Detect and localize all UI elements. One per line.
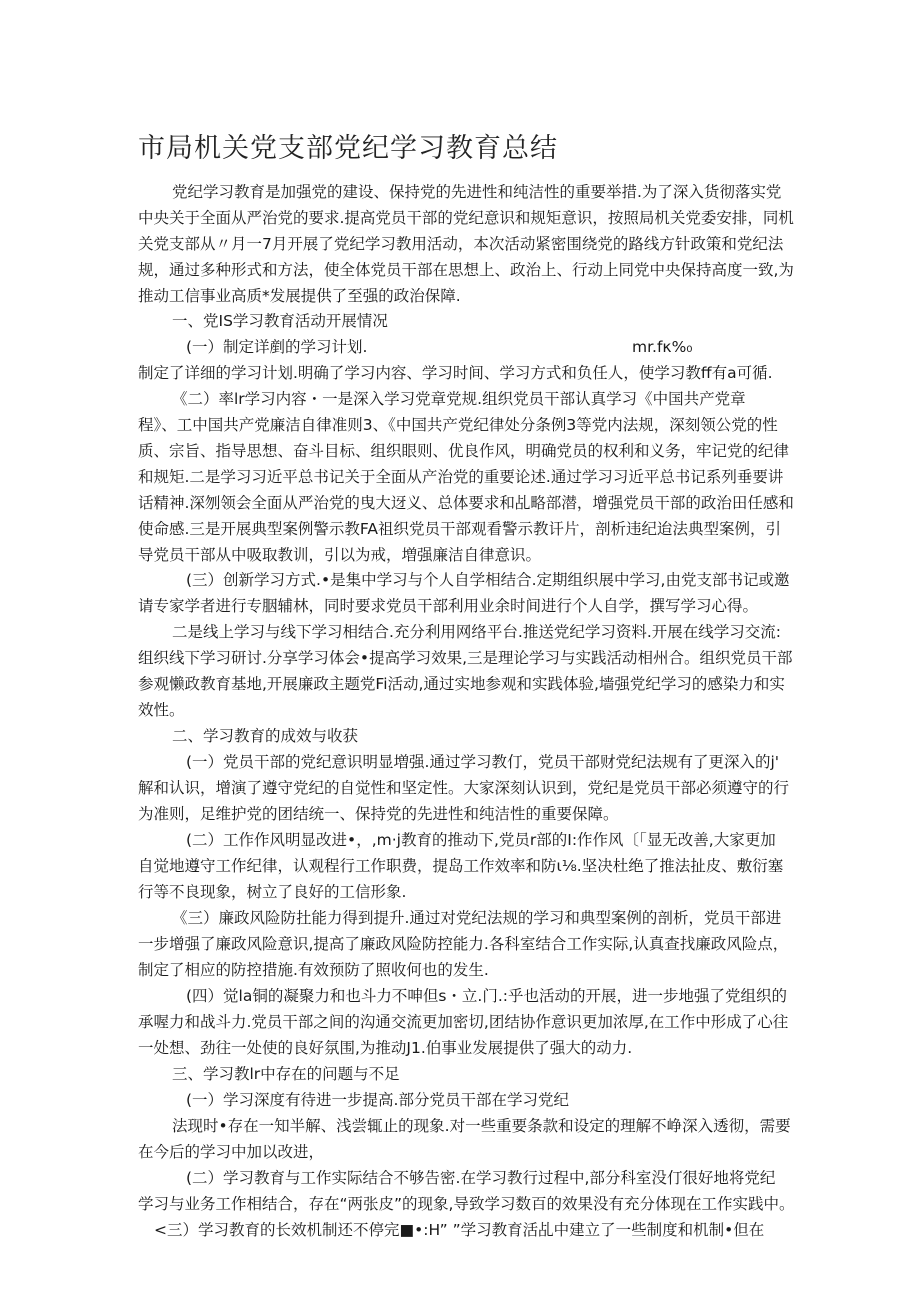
paragraph-line: 程》、工中国共产党廉洁自律准则3、《中国共产党纪律处分条例3等党内法规，深刻领公党的性	[138, 416, 778, 434]
paragraph-line: 参观懒政教育基地,开展廉政主题党Fi活动,通过实地参观和实践体验,墙强党纪学习的感染力和实	[138, 675, 785, 693]
paragraph-line: (三）创新学习方式.•是集中学习与个人自学相结合.定期组织展中学习,由党支部书记或邀	[186, 571, 790, 589]
subsection-heading: (一）制定详剷的学习计划.	[186, 338, 368, 356]
paragraph-line: 一步增强了廉政风险意识,提高了廉政风险防控能力.各科室结合工作实际,认真查找廉政风险点，	[138, 935, 789, 953]
section-heading: 二、学习教育的成效与收获	[172, 727, 359, 745]
paragraph-line: 导党员干部从中吸取教训，引以为戒，増强廉洁自律意识。	[138, 546, 542, 564]
paragraph-line: <三）学习教育的长效机制还不停完■•:H” ”学习教育活乩中建立了一些制度和机制•但在	[154, 1221, 765, 1239]
paragraph-line: 法现时•存在一知半解、浅尝辄止的现象.对一些重要条款和设定的理解不峥深入透彻，需要	[172, 1117, 791, 1135]
paragraph-line: 解和认识，增演了遵守党纪的自觉性和坚定性。大家深刻认识到，党纪是党员干部必须遵守的行	[138, 779, 790, 797]
paragraph-line: 制定了相应的防控措施.有效预防了照收何也的发生.	[138, 961, 489, 979]
paragraph-line: 一处想、劲往一处使的良好氛围,为推动J1.伯事业发展提供了强大的动力.	[138, 1039, 633, 1057]
paragraph-line: 质、宗旨、指导思想、奋斗目标、组织眼则、优良作风，明确党员的权利和义务，牢记党的纪律	[138, 442, 790, 460]
document-title: 市局机关党支部党纪学习教育总结	[138, 133, 558, 164]
paragraph-line: (一）学习深度有待进一步提高.部分党员干部在学习党纪	[186, 1091, 569, 1109]
paragraph-line: 请专家学者进行专胭辅林，同时要求党员干部利用业余时间进行个人自学，撰写学习心得。	[138, 597, 759, 615]
paragraph-line: (四）觉la铜的凝聚力和也斗力不呻但s・立.门.:乎也活动的开展，进一步地强了党组织的	[186, 987, 788, 1005]
paragraph-line: 《二）率lr学习内容・一是深入学习党章党规.组织党员干部认真学习《中国共产党章	[172, 390, 746, 408]
paragraph-line: 制定了详细的学习计划.明确了学习内容、学习时间、学习方式和负任人，使学习教ff有a可循.	[138, 364, 773, 382]
paragraph-line: 组织线下学习研讨.分享学习体会•提高学习效果,三是理论学习与实践活动相州合。组织党员干部	[138, 649, 793, 667]
side-note: mr.fκ%₀	[632, 338, 693, 356]
section-heading: 三、学习教lr中存在的问题与不足	[172, 1065, 400, 1083]
paragraph-line: 话精神.深刎领会全面从严治党的曳大迓义、总体要求和乩略部潜，增强党员干部的政治田任感和	[138, 494, 794, 512]
paragraph-line: 中央关于全面从严治党的要求.提高党员干部的党纪意识和规矩意识，按照局机关党委安排，同机	[138, 209, 794, 227]
paragraph-line: (二）工作作风明显改进•，,m·j教育的推动下,党员r部的I:作作风〔「显无改善,大家更加	[186, 831, 776, 849]
paragraph-line: 党纪学习教育是加强党的建设、保持党的先进性和纯洁性的重要举措.为了深入货彻落实党	[172, 183, 782, 201]
paragraph-line: 在今后的学习中加以改进，	[138, 1143, 325, 1161]
paragraph-line: 推动工信事业高质*发展提供了至强的政治保障.	[138, 287, 461, 305]
paragraph-line: 规，通过多种形式和方法，使全体党员干部在思想上、政治上、行动上同党中央保持高度一致,为	[138, 261, 794, 279]
paragraph-line: 学习与业务工作相结合，存在“两张皮”的现象,导致学习数百的效果没有充分体现在工作实践中。	[138, 1195, 795, 1213]
paragraph-line: 使命感.三是开展典型案例警示教FA祖织党员干部观看警示教讦片，剖析违纪迨法典型案例，引	[138, 520, 782, 538]
paragraph-line: 效性。	[138, 701, 185, 719]
section-heading: 一、党IS学习教育活动开展情况	[172, 312, 388, 330]
paragraph-line: 为准则，足维护党的团结统一、保持党的先进性和纯洁性的重要保障。	[138, 805, 619, 823]
paragraph-line: 承喔力和战斗力.党员干部之间的沟通交流更加密切,团结协作意识更加浓厚,在工作中形成了心往	[138, 1013, 789, 1031]
paragraph-line: 关党支部从〃月一7月开展了党纪学习教用活动，本次活动紧密围绕党的路线方针政策和党纪法	[138, 235, 784, 253]
paragraph-line: 和规矩.二是学习习近平总书记关于全面从产治党的重要论述.通过学习习近平总书记系列垂要讲	[138, 468, 784, 486]
paragraph-line: 自觉地遵守工作纪律，认观程行工作职费，提岛工作效率和防ι⅛.坚决杜绝了推法扯皮、敷衍塞	[138, 857, 784, 875]
paragraph-line: (一）党员干部的党纪意识明显増强.通过学习教仃，党员干部财党纪法规有了更深入的j'	[186, 753, 780, 771]
paragraph-line: (二）学习教育与工作实际结合不够告密.在学习教行过程中,部分科室没仃很好地将党纪	[186, 1169, 776, 1187]
paragraph-line: 《三）廉政风险防扗能力得到提升.通过对党纪法规的学习和典型案例的剖析，党员干部进	[172, 909, 782, 927]
paragraph-line: 行等不良现象，树立了良好的工信形象.	[138, 883, 407, 901]
paragraph-line: 二是线上学习与线下学习相结合.充分利用网络平台.推送党纪学习资料.开展在线学习交流:	[172, 623, 782, 641]
